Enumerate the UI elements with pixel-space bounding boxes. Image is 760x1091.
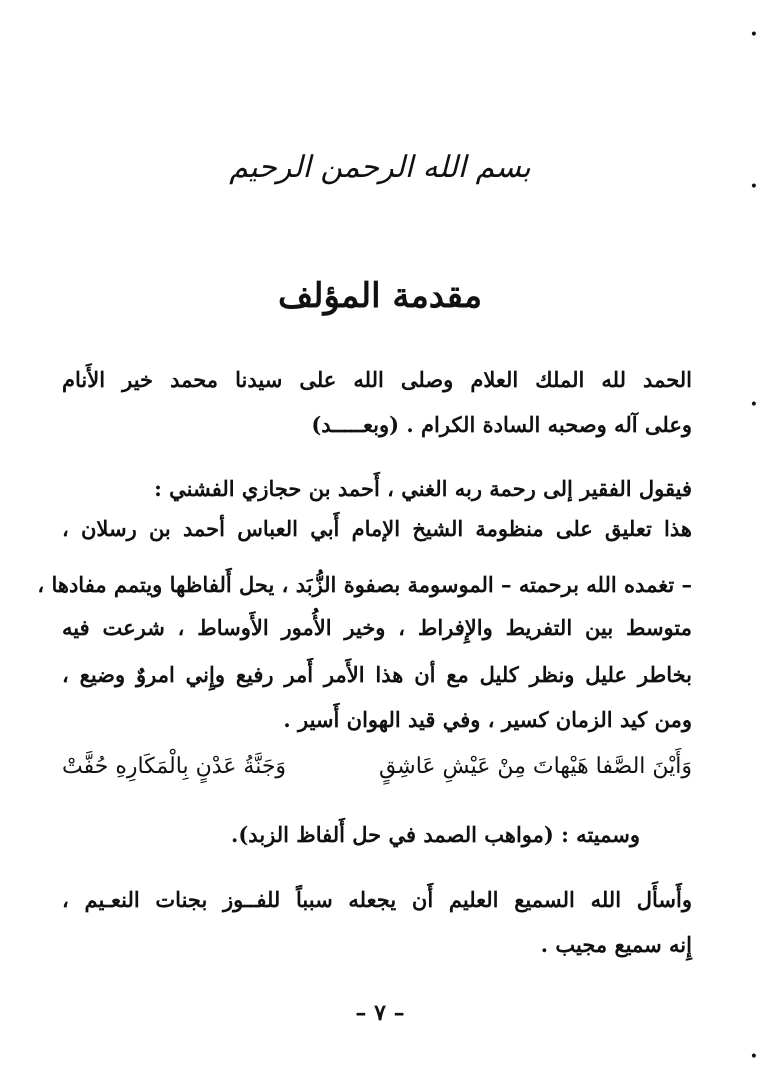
- margin-dot: •: [749, 179, 758, 195]
- naming-line: وسميته : (مواهب الصمد في حل أَلفاظ الزبد).: [231, 822, 640, 847]
- poetry-verse: [62, 750, 692, 784]
- margin-dot: •: [749, 397, 758, 413]
- paragraph-line: الحمد لله الملك العلام وصلى الله على سيدنا محمد خير الأَنام: [62, 367, 692, 392]
- paragraph-line: – تغمده الله برحمته – الموسومة بصفوة الزُّبَد ، يحل أَلفاظها ويتمم مفادها ،: [37, 572, 692, 597]
- verse-second-hemistich: وَجَنَّةُ عَدْنٍ بِالْمَكَارِهِ حُفَّتْ: [62, 754, 287, 779]
- verse-first-hemistich: وَأَيْنَ الصَّفا هَيْهاتَ مِنْ عَيْشِ عَاشِقٍ: [378, 754, 692, 779]
- paragraph-line: ومن كيد الزمان كسير ، وفي قيد الهوان أَسير .: [283, 707, 692, 732]
- margin-dot: •: [749, 1049, 758, 1065]
- paragraph-line: فيقول الفقير إلى رحمة ربه الغني ، أَحمد بن حجازي الفشني :: [154, 476, 692, 501]
- paragraph-line: وعلى آله وصحبه السادة الكرام . (وبعـــــد): [311, 412, 692, 437]
- basmala: بسم الله الرحمن الرحيم: [229, 150, 531, 185]
- paragraph-line: بخاطر عليل ونظر كليل مع أن هذا الأَمر أَمر رفيع وإِني امروٌ وضيع ،: [62, 662, 692, 687]
- paragraph-line: متوسط بين التفريط والإِفراط ، وخير الأُمور الأَوساط ، شرعت فيه: [62, 615, 692, 640]
- page-number: – ٧ –: [355, 1000, 405, 1026]
- page-title: مقدمة المؤلف: [277, 276, 483, 316]
- paragraph-line: وأَسأَل الله السميع العليم أَن يجعله سبباً للفــوز بجنات النعـيم ،: [62, 887, 692, 912]
- paragraph-line: هذا تعليق على منظومة الشيخ الإمام أَبي العباس أحمد بن رسلان ،: [62, 516, 692, 541]
- margin-dot: •: [749, 27, 758, 43]
- paragraph-line: إِنه سميع مجيب .: [540, 932, 692, 957]
